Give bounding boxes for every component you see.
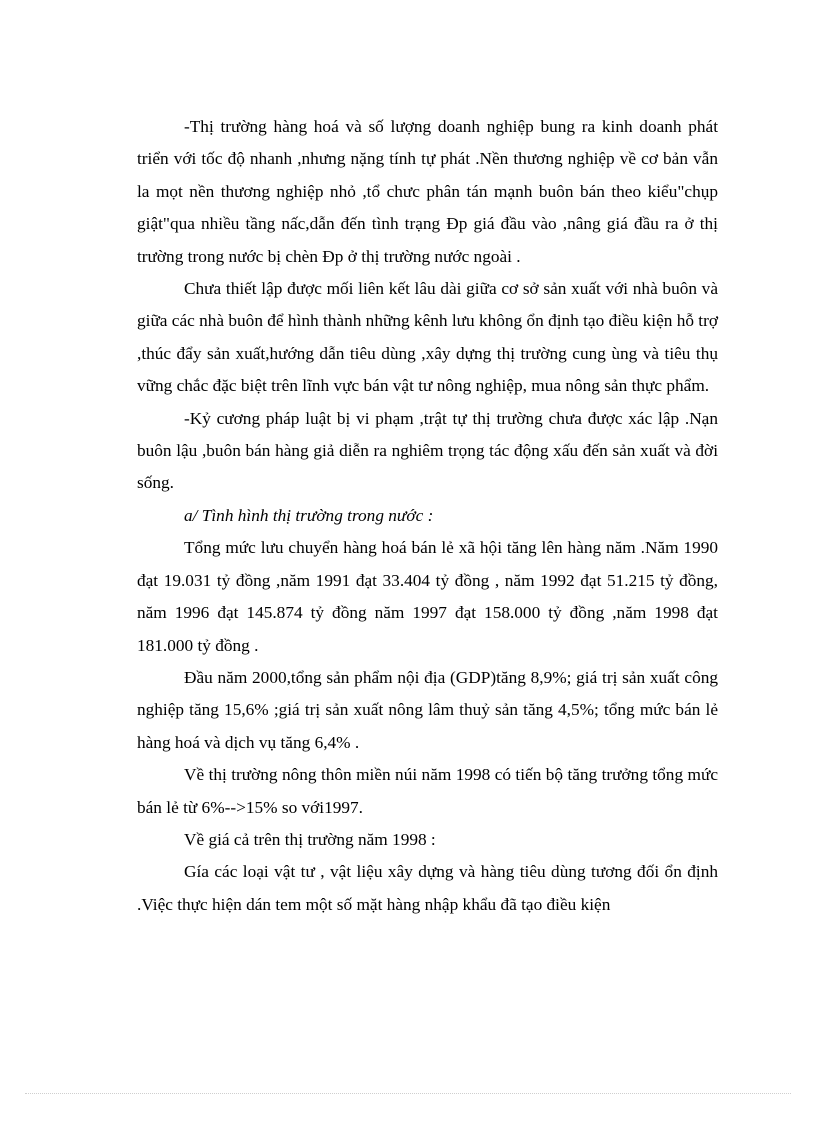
document-body (137, 111, 718, 921)
paragraph-gdp-2000: Đầu năm 2000,tổng sản phẩm nội địa (GDP)tăng 8,9%; giá trị sản xuất công nghiệp tăng 15,6% ;giá trị sản xuất nông lâm thuỷ sản tăng 4,5%; tổng mức bán lẻ hàng hoá và dịch vụ tăng 6,4% . (137, 667, 718, 752)
section-heading-domestic-market: a/ Tình hình thị trường trong nước : (184, 505, 434, 525)
paragraph-prices-detail: Gía các loại vật tư , vật liệu xây dựng và hàng tiêu dùng tương đối ổn định .Việc thực hiện dán tem một số mặt hàng nhập khẩu đã tạo điều kiện (137, 862, 718, 914)
paragraph-supply-links: Chưa thiết lập được mối liên kết lâu dài giữa cơ sở sản xuất với nhà buôn và giữa các nhà buôn để hình thành những kênh lưu không ổn định tạo điều kiện hỗ trợ ,thúc đẩy sản xuất,hướng dẫn tiêu dùng ,xây dựng thị trường cung ùng và tiêu thụ vững chắc đặc biệt trên lĩnh vực bán vật tư nông nghiệp, mua nông sản thực phẩm. (137, 279, 719, 396)
page-bottom-divider (25, 1093, 791, 1094)
paragraph-retail-turnover: Tổng mức lưu chuyển hàng hoá bán lẻ xã hội tăng lên hàng năm .Năm 1990 đạt 19.031 tỷ đồng ,năm 1991 đạt 33.404 tỷ đồng , năm 1992 đạt 51.215 tỷ đồng, năm 1996 đạt 145.874 tỷ đồng năm 1997 đạt 158.000 tỷ đồng ,năm 1998 đạt 181.000 tỷ đồng . (137, 538, 718, 655)
paragraph-law-discipline: -Kỷ cương pháp luật bị vi phạm ,trật tự thị trường chưa được xác lập .Nạn buôn lậu ,buôn bán hàng giả diễn ra nghiêm trọng tác động xấu đến sản xuất và đời sống. (137, 408, 718, 493)
paragraph-prices-heading: Về giá cả trên thị trường năm 1998 : (184, 829, 436, 849)
paragraph-rural-market: Về thị trường nông thôn miền núi năm 1998 có tiến bộ tăng trưởng tổng mức bán lẻ từ 6%-->15% so với1997. (137, 765, 718, 817)
paragraph-market-overview: -Thị trường hàng hoá và số lượng doanh nghiệp bung ra kinh doanh phát triển với tốc độ nhanh ,nhưng nặng tính tự phát .Nền thương nghiệp về cơ bản vẫn la mọt nền thương nghiệp nhỏ ,tổ chưc phân tán mạnh buôn bán theo kiểu"chụp giật"qua nhiều tầng nấc,dẫn đến tình trạng Đp giá đầu vào ,nâng giá đầu ra ở thị trường trong nước bị chèn Đp ở thị trường nước ngoài . (137, 117, 718, 266)
